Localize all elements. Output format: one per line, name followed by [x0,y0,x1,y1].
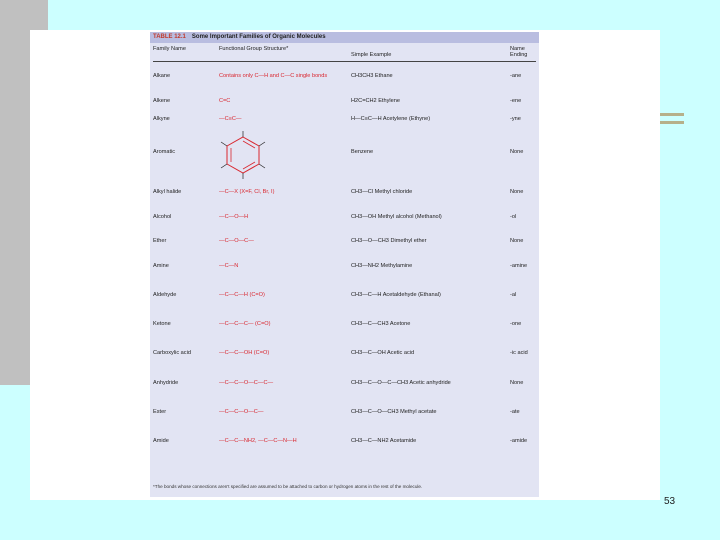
structure: —C—C—C— (C=O) [219,321,271,327]
example: CH3—C—O—CH3 Methyl acetate [351,409,437,415]
family-name: Carboxylic acid [153,350,191,356]
benzene-ring-structure [219,131,267,181]
structure: —C—O—H [219,214,249,220]
structure: —C—X (X=F, Cl, Br, I) [219,189,275,195]
header-example: Simple Example [351,52,392,58]
example: H2C=CH2 Ethylene [351,98,400,104]
header-ending: Name Ending [510,46,528,59]
header-structure: Functional Group Structure* [219,46,289,52]
organic-families-table [150,32,539,497]
slide-page-number: 53 [664,496,676,507]
family-name: Aromatic [153,149,176,155]
family-name: Amide [153,438,169,444]
ending: -yne [510,116,521,122]
header-rule [153,61,536,62]
example: CH3—O—CH3 Dimethyl ether [351,238,427,244]
example: H—C≡C—H Acetylene (Ethyne) [351,116,431,122]
ending: -ane [510,73,522,79]
ending: -amine [510,263,528,269]
ending: -ene [510,98,522,104]
benzene-ring-icon [219,131,267,179]
family-name: Amine [153,263,169,269]
example: CH3—OH Methyl alcohol (Methanol) [351,214,442,220]
ending: -amide [510,438,528,444]
example: CH3—Cl Methyl chloride [351,189,413,195]
example: CH3—C—H Acetaldehyde (Ethanal) [351,292,441,298]
structure: Contains only C—H and C—C single bonds [219,73,328,79]
family-name: Alkene [153,98,171,104]
family-name: Ester [153,409,167,415]
decorative-line-bottom [660,121,684,124]
example: CH3—C—CH3 Acetone [351,321,411,327]
structure: —C—C—O—C— [219,409,264,415]
structure: C=C [219,98,231,104]
family-name: Ketone [153,321,171,327]
ending: -ic acid [510,350,528,356]
table-caption [150,32,539,43]
family-name: Ether [153,238,167,244]
ending: None [510,380,524,386]
ending: -al [510,292,517,298]
example: CH3—NH2 Methylamine [351,263,413,269]
family-name: Alkyne [153,116,170,122]
family-name: Anhydride [153,380,179,386]
header-family: Family Name [153,46,186,52]
ending: None [510,189,524,195]
decorative-line-top [660,113,684,116]
example: CH3—C—OH Acetic acid [351,350,415,356]
structure: —C—C—H (C=O) [219,292,265,298]
structure: —C≡C— [219,116,242,122]
example: CH3—C—O—C—CH3 Acetic anhydride [351,380,451,386]
example: Benzene [351,149,374,155]
structure: —C—C—NH2, —C—C—N—H [219,438,297,444]
structure: —C—C—O—C—C— [219,380,274,386]
family-name: Alkane [153,73,171,79]
family-name: Alkyl halide [153,189,182,195]
table-footnote: *The bonds whose connections aren't specified are assumed to be attached to carbon or hydrogen atoms in the rest of the molecule. [153,484,423,489]
table-title: Some Important Families of Organic Molecules [191,34,326,41]
ending: -ol [510,214,517,220]
ending: -one [510,321,522,327]
ending: None [510,238,524,244]
ending: None [510,149,524,155]
family-name: Alcohol [153,214,172,220]
ending: -ate [510,409,520,415]
structure: —C—N [219,263,239,269]
structure: —C—O—C— [219,238,254,244]
family-name: Aldehyde [153,292,177,298]
structure: —C—C—OH (C=O) [219,350,270,356]
example: CH3CH3 Ethane [351,73,393,79]
example: CH3—C—NH2 Acetamide [351,438,417,444]
table-tag: TABLE 12.1 [153,34,186,41]
